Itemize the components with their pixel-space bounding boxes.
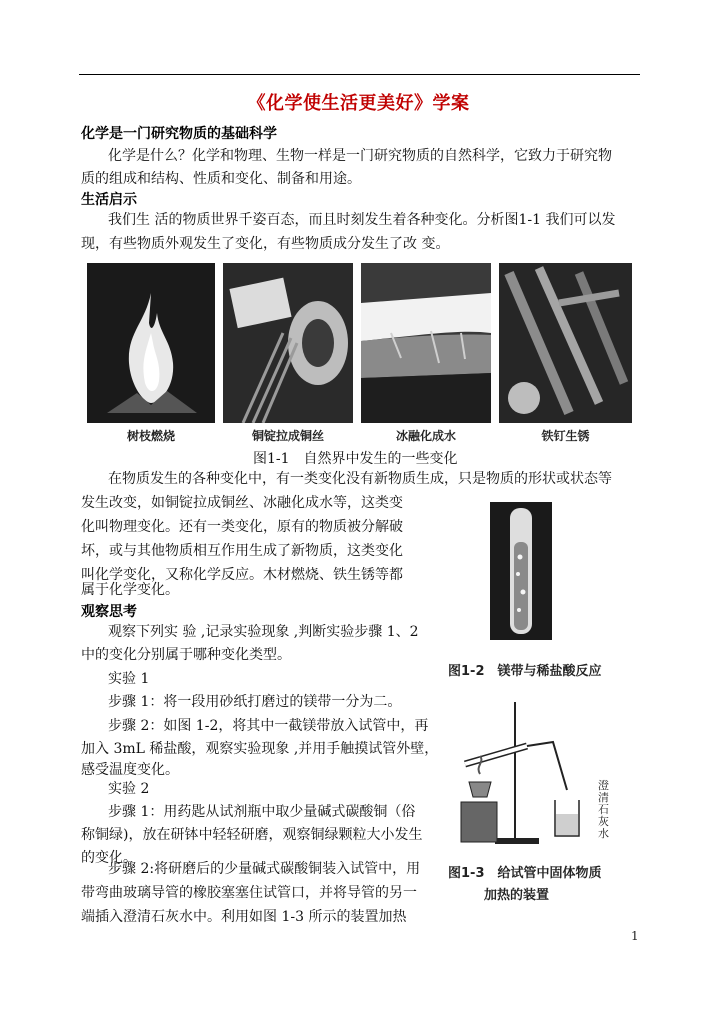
experiment-1-label: 实验 1 bbox=[108, 671, 150, 687]
limewater-label: 澄清石灰水 bbox=[598, 779, 609, 840]
paragraph-line: 发生改变，如铜锭拉成铜丝、冰融化成水等，这类变 bbox=[81, 495, 403, 511]
paragraph-line: 中的变化分别属于哪种变化类型。 bbox=[81, 647, 291, 663]
paragraph-line: 化叫物理变化。还有一类变化，原有的物质被分解破 bbox=[81, 519, 403, 535]
paragraph-line: 的变化。 bbox=[81, 850, 137, 866]
paragraph-line: 加入 3mL 稀盐酸，观察实验现象 ,并用手触摸试管外壁， bbox=[81, 741, 439, 757]
paragraph-line: 质的组成和结构、性质和变化、制备和用途。 bbox=[81, 171, 361, 187]
section-heading-observe-think: 观察思考 bbox=[81, 604, 137, 620]
paragraph-line: 观察下列实 验 ,记录实验现象 ,判断实验步骤 1、2 bbox=[108, 624, 419, 640]
paragraph-line: 在物质发生的各种变化中，有一类变化没有新物质生成，只是物质的形状或状态等 bbox=[108, 471, 612, 487]
paragraph-line: 步骤 2:将研磨后的少量碱式碳酸铜装入试管中，用 bbox=[108, 861, 421, 877]
photo-label: 树枝燃烧 bbox=[126, 429, 175, 443]
experiment-2-label: 实验 2 bbox=[108, 781, 150, 797]
paragraph-line: 属于化学变化。 bbox=[81, 582, 179, 598]
rusty-nails-photo bbox=[499, 263, 632, 423]
section-heading-life-inspiration: 生活启示 bbox=[81, 192, 137, 208]
paragraph-line: 叫化学变化，又称化学反应。木材燃烧、铁生锈等都 bbox=[81, 567, 403, 583]
paragraph-line: 化学是什么？化学和物理、生物一样是一门研究物质的自然科学，它致力于研究物 bbox=[108, 148, 612, 164]
figure-1-3-caption-line1: 图1-3 给试管中固体物质 bbox=[448, 866, 602, 881]
copper-wire-photo bbox=[223, 263, 353, 423]
section-heading-chemistry-science: 化学是一门研究物质的基础科学 bbox=[81, 126, 277, 142]
paragraph-line: 端插入澄清石灰水中。利用如图 1-3 所示的装置加热 bbox=[81, 909, 407, 925]
paragraph-line: 带弯曲玻璃导管的橡胶塞塞住试管口，并将导管的另一 bbox=[81, 885, 417, 901]
paragraph-line: 我们生 活的物质世界千姿百态，而且时刻发生着各种变化。分析图1-1 我们可以发 bbox=[108, 212, 616, 228]
paragraph-line: 现，有些物质外观发生了变化，有些物质成分发生了改 变。 bbox=[81, 236, 450, 252]
photo-label: 冰融化成水 bbox=[395, 429, 456, 443]
figure-1-3-caption-line2: 加热的装置 bbox=[484, 888, 550, 903]
ice-melting-photo bbox=[361, 263, 491, 423]
figure-1-2-caption: 图1-2 镁带与稀盐酸反应 bbox=[448, 664, 602, 679]
paragraph-line: 坏，或与其他物质相互作用生成了新物质，这类变化 bbox=[81, 543, 403, 559]
document-title: 《化学使生活更美好》学案 bbox=[247, 93, 470, 114]
page-number: 1 bbox=[631, 929, 639, 943]
header-rule bbox=[79, 74, 640, 75]
photo-label: 铜锭拉成铜丝 bbox=[251, 429, 324, 443]
fire-photo bbox=[87, 263, 215, 423]
figure-1-1-photos bbox=[87, 263, 632, 449]
figure-1-1-caption: 图1-1 自然界中发生的一些变化 bbox=[253, 451, 458, 467]
photo-label: 铁钉生锈 bbox=[541, 429, 590, 443]
paragraph-line: 步骤 1：将一段用砂纸打磨过的镁带一分为二。 bbox=[108, 694, 402, 710]
paragraph-line: 步骤 1：用药匙从试剂瓶中取少量碱式碳酸铜（俗 bbox=[108, 804, 416, 820]
paragraph-line: 感受温度变化。 bbox=[81, 762, 179, 778]
test-tube-photo bbox=[490, 502, 552, 640]
paragraph-line: 步骤 2：如图 1-2，将其中一截镁带放入试管中，再 bbox=[108, 718, 429, 734]
paragraph-line: 称铜绿)，放在研钵中轻轻研磨，观察铜绿颗粒大小发生 bbox=[81, 827, 423, 843]
